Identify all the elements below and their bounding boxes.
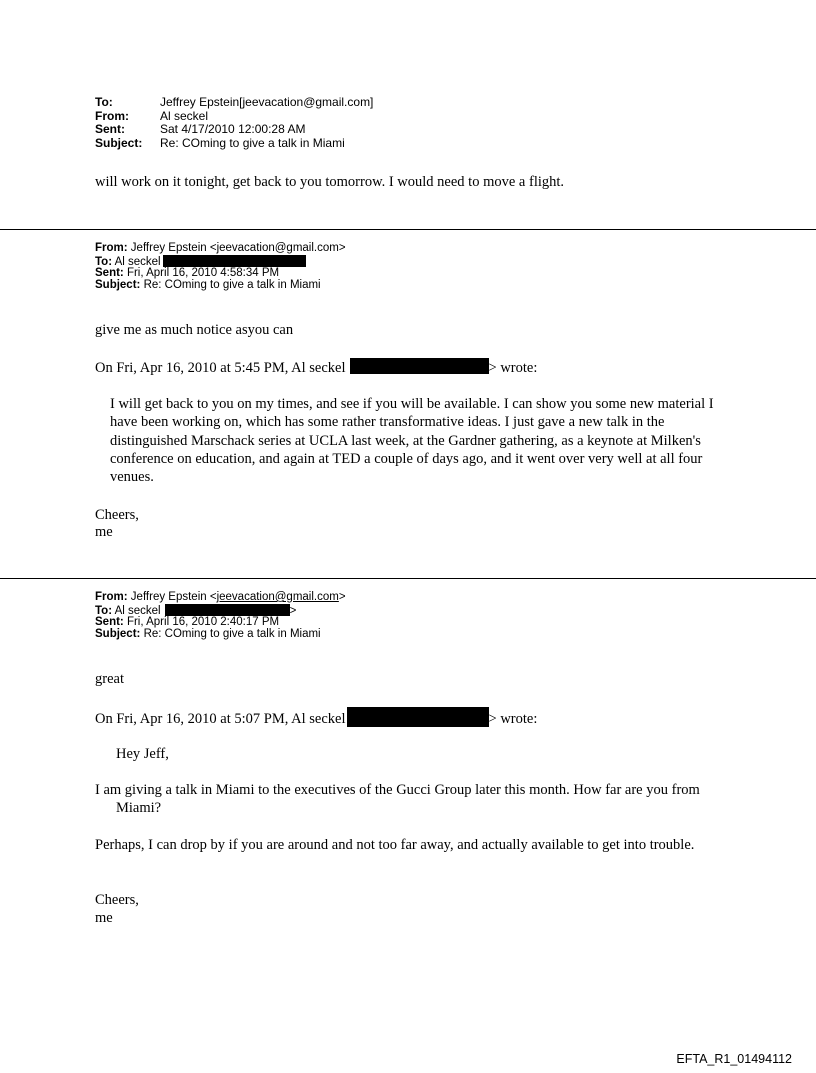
from-label: From: [95, 242, 128, 254]
subject-label: Subject: [95, 135, 143, 150]
email1-header [95, 96, 373, 150]
to-close: > [289, 604, 297, 617]
sent-label: Sent: [95, 267, 124, 280]
sent-label: Sent: [95, 122, 125, 136]
signoff: Cheers, [95, 507, 139, 523]
email3-header [95, 592, 346, 641]
subject-value: Re: COming to give a talk in Miami [143, 279, 321, 292]
subject-label: Subject: [95, 628, 141, 641]
to-value: Jeffrey Epstein[jeevacation@gmail.com] [160, 95, 374, 109]
to-label: To: [95, 255, 113, 268]
email3-quote-intro [95, 707, 537, 728]
subject-label: Subject: [95, 279, 141, 292]
email3-body: great [95, 671, 124, 687]
from-value: Jeffrey Epstein <jeevacation@gmail.com> [130, 242, 346, 254]
from-label: From: [95, 591, 128, 603]
email2-header [95, 243, 346, 292]
from-close: > [338, 591, 346, 603]
paragraph-2: Perhaps, I can drop by if you are around and not too far away, and actually available to get into trouble. [95, 837, 695, 853]
from-value: Al seckel [160, 108, 209, 123]
divider [0, 229, 816, 230]
sent-value: Fri, April 16, 2010 2:40:17 PM [126, 616, 280, 629]
paragraph-1: I am giving a talk in Miami to the executives of the Gucci Group later this month. How far are you from Miami? [95, 782, 700, 816]
redaction-box [165, 604, 290, 616]
email1-body: will work on it tonight, get back to you tomorrow. I would need to move a flight. [95, 174, 565, 190]
from-label: From: [95, 108, 129, 123]
to-value: Al seckel [114, 255, 161, 268]
redaction-box [350, 358, 489, 374]
document-id: EFTA_R1_01494112 [676, 1052, 792, 1066]
redaction-box [347, 707, 489, 727]
quote-intro-suffix: > wrote: [488, 711, 538, 727]
redaction-box [163, 255, 306, 267]
subject-value: Re: COming to give a talk in Miami [143, 628, 321, 641]
signature: me [95, 524, 113, 540]
subject-value: Re: COming to give a talk in Miami [160, 135, 345, 150]
to-label: To: [95, 95, 113, 109]
email2-quote-body: I will get back to you on my times, and see if you will be available. I can show you some new material I have been working on, which has some rather transformative ideas. I just gave a new talk in the distinguished Marschack series at UCLA last week, at the Gardner gathering, as a keynote at Milken's conference on education, and again at TED a couple of days ago, and it went over very well at all four venues. [110, 396, 714, 486]
sent-value: Sat 4/17/2010 12:00:28 AM [160, 122, 306, 136]
email2-quote-intro [95, 358, 537, 377]
email-link[interactable]: jeevacation@gmail.com [216, 591, 339, 603]
email2-body: give me as much notice asyou can [95, 322, 294, 338]
divider [0, 578, 816, 579]
sent-value: Fri, April 16, 2010 4:58:34 PM [126, 267, 280, 280]
from-name: Jeffrey Epstein < [130, 591, 217, 603]
signature: me [95, 910, 113, 926]
quote-intro-prefix: On Fri, Apr 16, 2010 at 5:45 PM, Al seckel [95, 360, 346, 376]
signoff: Cheers, [95, 892, 139, 908]
quote-intro-prefix: On Fri, Apr 16, 2010 at 5:07 PM, Al seckel [95, 711, 346, 727]
quote-intro-suffix: > wrote: [488, 360, 538, 376]
sent-label: Sent: [95, 616, 124, 629]
greeting: Hey Jeff, [116, 746, 169, 762]
to-value: Al seckel [114, 604, 161, 617]
to-label: To: [95, 604, 113, 617]
